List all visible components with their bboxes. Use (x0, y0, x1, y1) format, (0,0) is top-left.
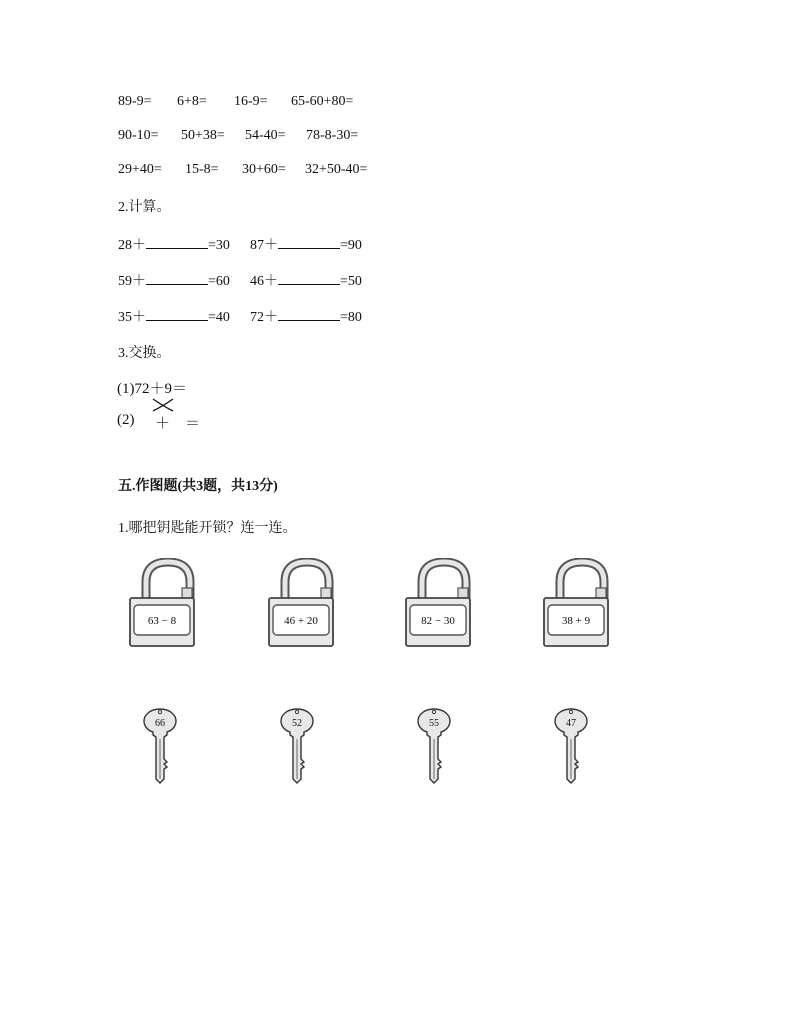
question-1: 1.哪把钥匙能开锁？连一连。 (118, 521, 297, 536)
oral-calc-item: 29+40= (118, 162, 162, 177)
fill-post: =90 (340, 238, 362, 253)
key-label: 52 (292, 718, 302, 729)
fill-post: =30 (208, 238, 230, 253)
lock-label: 38 + 9 (561, 615, 591, 627)
fill-item (250, 234, 362, 254)
section-3-title: 3.交换。 (118, 346, 171, 361)
fill-post: =40 (208, 310, 230, 325)
fill-pre: 87＋ (250, 238, 278, 253)
oral-calc-item: 65-60+80= (291, 94, 354, 109)
fill-post: =60 (208, 274, 230, 289)
answer-blank[interactable] (278, 235, 340, 249)
section-5-heading: 五.作图题(共3题，共13分) (118, 479, 278, 494)
answer-blank[interactable] (146, 307, 208, 321)
lock-label: 46 + 20 (284, 615, 318, 627)
lock-label: 82 − 30 (421, 615, 455, 627)
fill-pre: 46＋ (250, 274, 278, 289)
fill-item (118, 234, 230, 254)
key-1 (140, 707, 180, 787)
fill-item (118, 270, 230, 290)
key-3 (414, 707, 454, 787)
oral-calc-item: 15-8= (185, 162, 219, 177)
fill-post: =50 (340, 274, 362, 289)
key-label: 47 (566, 718, 576, 729)
oral-calc-item: 90-10= (118, 128, 159, 143)
swap-line-2-plus: ＋ (155, 416, 171, 432)
swap-line-2-prefix: (2) (117, 412, 135, 428)
swap-line-2-equals: ＝ (185, 416, 201, 432)
key-label: 66 (155, 718, 165, 729)
oral-calc-item: 89-9= (118, 94, 152, 109)
padlock-1 (124, 558, 224, 658)
answer-blank[interactable] (278, 271, 340, 285)
answer-blank[interactable] (278, 307, 340, 321)
padlock-2 (263, 558, 363, 658)
fill-pre: 28＋ (118, 238, 146, 253)
oral-calc-item: 16-9= (234, 94, 268, 109)
section-2-title: 2.计算。 (118, 200, 171, 215)
fill-item (250, 306, 362, 326)
swap-line-1: (1)72＋9＝ (117, 381, 187, 397)
answer-blank[interactable] (146, 271, 208, 285)
key-label: 55 (429, 718, 439, 729)
swap-line-2 (117, 412, 237, 432)
oral-calc-item: 6+8= (177, 94, 207, 109)
fill-item (250, 270, 362, 290)
fill-pre: 59＋ (118, 274, 146, 289)
fill-pre: 35＋ (118, 310, 146, 325)
oral-calc-item: 54-40= (245, 128, 286, 143)
answer-blank[interactable] (146, 235, 208, 249)
padlock-3 (400, 558, 500, 658)
swap-cross-icon (151, 398, 175, 412)
oral-calc-item: 30+60= (242, 162, 286, 177)
lock-label: 63 − 8 (147, 615, 177, 627)
oral-calc-item: 32+50-40= (305, 162, 368, 177)
key-4 (551, 707, 591, 787)
padlock-4 (538, 558, 638, 658)
fill-post: =80 (340, 310, 362, 325)
fill-item (118, 306, 230, 326)
key-2 (277, 707, 317, 787)
fill-pre: 72＋ (250, 310, 278, 325)
oral-calc-item: 78-8-30= (306, 128, 359, 143)
oral-calc-item: 50+38= (181, 128, 225, 143)
